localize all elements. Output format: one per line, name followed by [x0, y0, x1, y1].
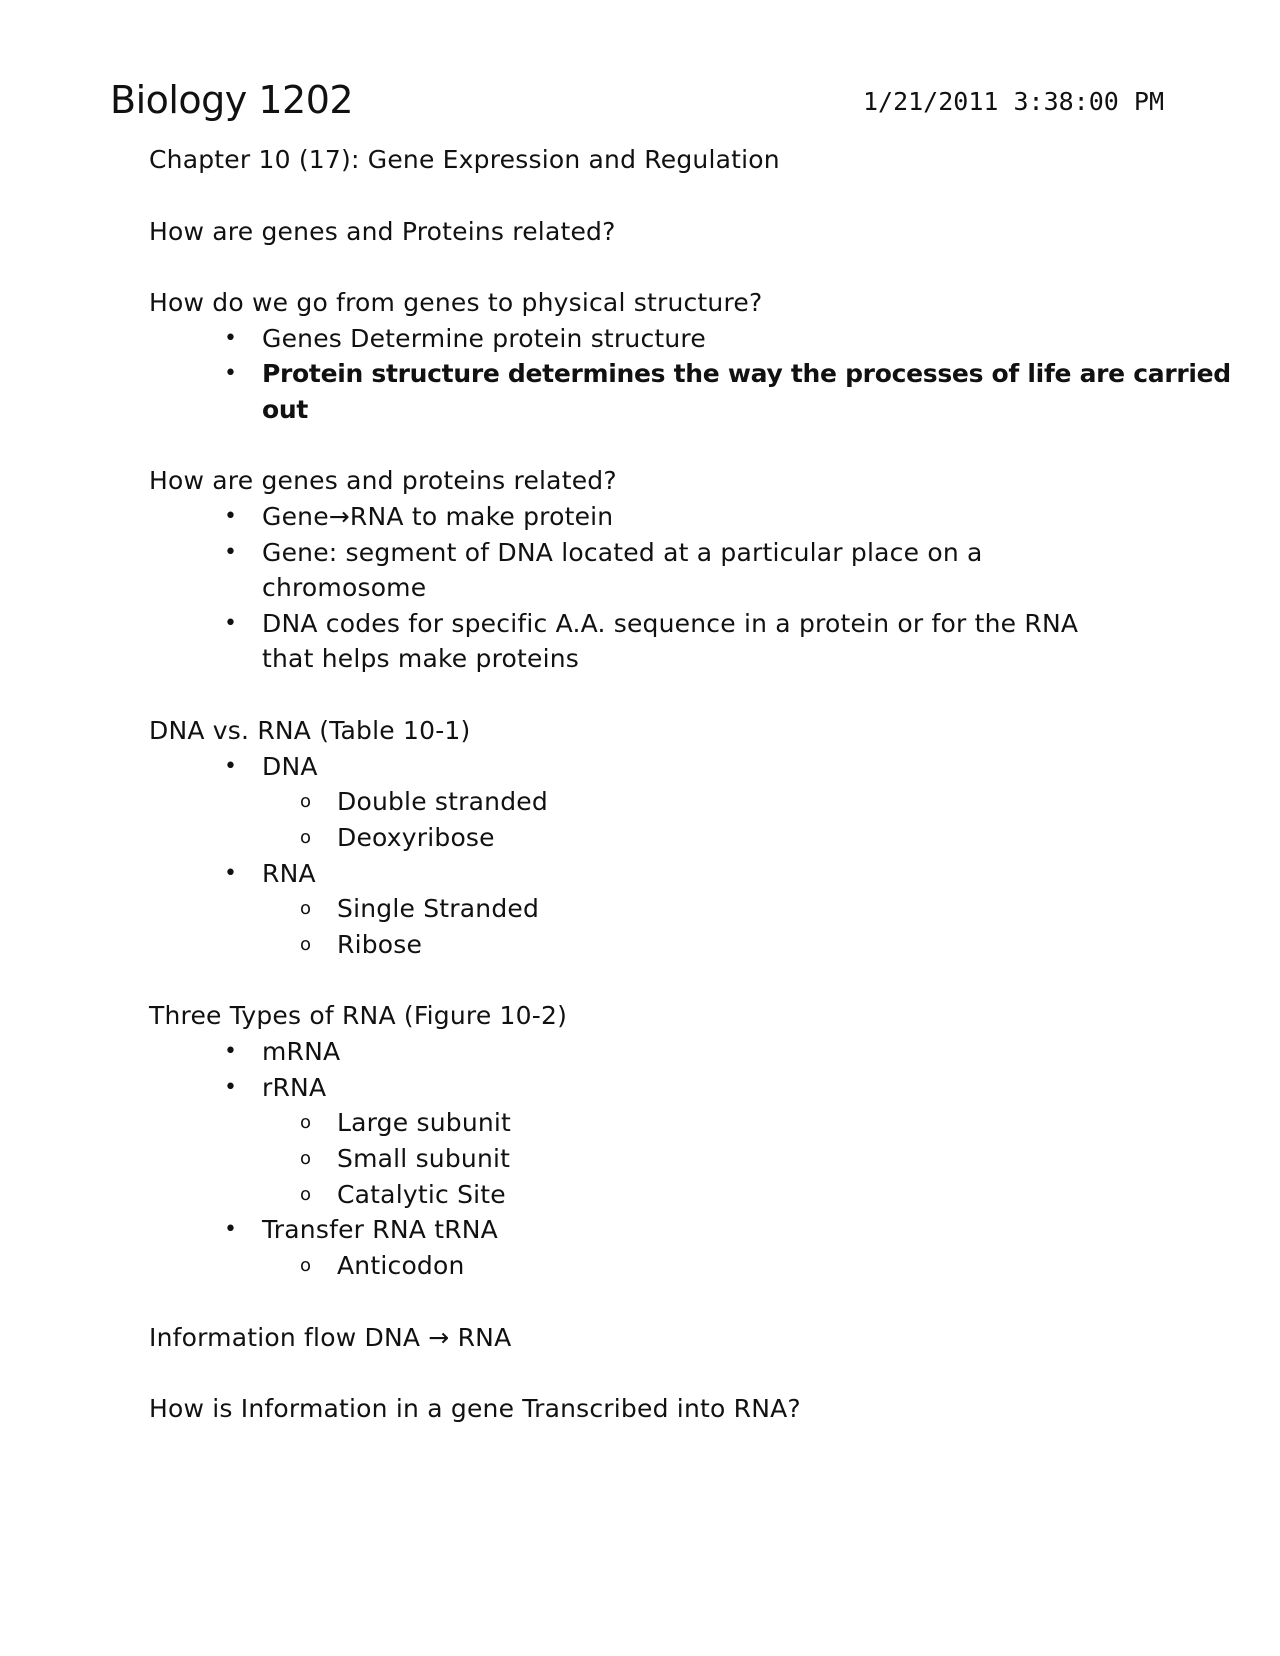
bullet-icon: • [224, 611, 237, 636]
list-item-rrna: rRNA [262, 1073, 327, 1102]
bullet-icon: • [224, 861, 237, 886]
sub-bullet-icon: o [300, 1148, 312, 1169]
bullet-icon: • [224, 361, 237, 386]
sub-list-item: Single Stranded [337, 894, 540, 923]
sub-list-item: Large subunit [337, 1108, 512, 1137]
list-item-cont: that helps make proteins [262, 644, 580, 673]
information-flow-heading: Information flow DNA → RNA [149, 1323, 512, 1352]
sub-bullet-icon: o [300, 1184, 312, 1205]
list-item-bold-cont: out [262, 395, 309, 424]
page-title: Biology 1202 [110, 78, 354, 122]
bullet-icon: • [224, 754, 237, 779]
sub-list-item: Anticodon [337, 1251, 465, 1280]
sub-bullet-icon: o [300, 827, 312, 848]
sub-bullet-icon: o [300, 1112, 312, 1133]
list-item: Gene→RNA to make protein [262, 502, 614, 531]
list-item-cont: chromosome [262, 573, 427, 602]
list-item-trna: Transfer RNA tRNA [262, 1215, 498, 1244]
sub-list-item: Catalytic Site [337, 1180, 506, 1209]
dna-rna-heading: DNA vs. RNA (Table 10-1) [149, 716, 471, 745]
list-item-bold: Protein structure determines the way the processes of life are carried [262, 359, 1231, 388]
sub-list-item: Small subunit [337, 1144, 511, 1173]
sub-bullet-icon: o [300, 898, 312, 919]
sub-list-item: Double stranded [337, 787, 548, 816]
sub-list-item: Ribose [337, 930, 423, 959]
bullet-icon: • [224, 1217, 237, 1242]
chapter-heading: Chapter 10 (17): Gene Expression and Regulation [149, 145, 780, 174]
bullet-icon: • [224, 1075, 237, 1100]
list-item-dna: DNA [262, 752, 318, 781]
question-genes-proteins: How are genes and Proteins related? [149, 217, 616, 246]
rna-types-heading: Three Types of RNA (Figure 10-2) [149, 1001, 568, 1030]
sub-bullet-icon: o [300, 791, 312, 812]
list-item: Gene: segment of DNA located at a particular place on a [262, 538, 983, 567]
list-item-rna: RNA [262, 859, 316, 888]
question-physical-structure: How do we go from genes to physical structure? [149, 288, 763, 317]
sub-bullet-icon: o [300, 934, 312, 955]
bullet-icon: • [224, 1039, 237, 1064]
bullet-icon: • [224, 504, 237, 529]
question-transcription: How is Information in a gene Transcribed into RNA? [149, 1394, 801, 1423]
question-genes-proteins-2: How are genes and proteins related? [149, 466, 617, 495]
list-item: DNA codes for specific A.A. sequence in a protein or for the RNA [262, 609, 1079, 638]
sub-list-item: Deoxyribose [337, 823, 495, 852]
page-datetime: 1/21/2011 3:38:00 PM [862, 87, 1164, 116]
sub-bullet-icon: o [300, 1255, 312, 1276]
list-item: Genes Determine protein structure [262, 324, 706, 353]
bullet-icon: • [224, 326, 237, 351]
bullet-icon: • [224, 540, 237, 565]
list-item-mrna: mRNA [262, 1037, 341, 1066]
